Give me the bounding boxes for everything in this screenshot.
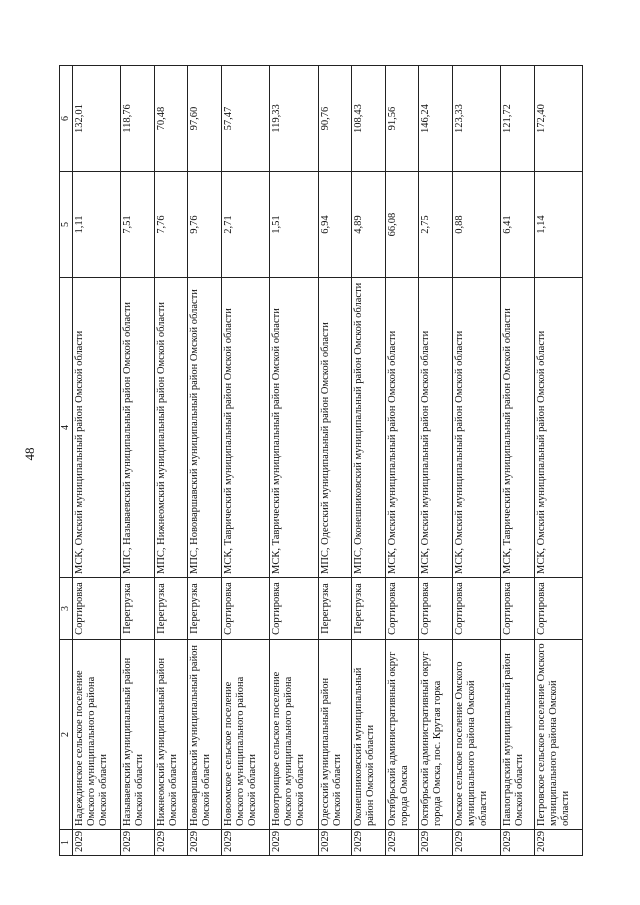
operation-cell: Перегрузка (188, 578, 222, 640)
operation-cell: Перегрузка (318, 578, 352, 640)
value6-cell: 90,76 (318, 66, 352, 172)
settlement-cell: Павлоградский муниципальный район Омской области (501, 640, 535, 830)
settlement-cell: Нововаршавский муниципальный район Омской области (188, 640, 222, 830)
value6-cell: 97,60 (188, 66, 222, 172)
value6-cell: 118,76 (121, 66, 155, 172)
operation-cell: Сортировка (452, 578, 500, 640)
value6-cell: 57,47 (221, 66, 269, 172)
table-container (59, 66, 583, 856)
value5-cell: 6,94 (318, 172, 352, 278)
year-cell: 2029 (534, 830, 582, 856)
station-cell: МПС, Одесский муниципальный район Омской области (318, 278, 352, 578)
value5-cell: 7,51 (121, 172, 155, 278)
operation-cell: Перегрузка (121, 578, 155, 640)
table-row (352, 66, 386, 856)
header-col-1: 1 (60, 830, 73, 856)
table-row (534, 66, 582, 856)
operation-cell: Сортировка (221, 578, 269, 640)
header-col-3: 3 (60, 578, 73, 640)
station-cell: МПС, Нижнеомский муниципальный район Омской области (154, 278, 188, 578)
value6-cell: 70,48 (154, 66, 188, 172)
value6-cell: 172,40 (534, 66, 582, 172)
year-cell: 2029 (419, 830, 453, 856)
table-row (452, 66, 500, 856)
table-row (419, 66, 453, 856)
value6-cell: 123,33 (452, 66, 500, 172)
station-cell: МСК, Омский муниципальный район Омской области (73, 278, 121, 578)
table-row (385, 66, 419, 856)
year-cell: 2029 (452, 830, 500, 856)
operation-cell: Сортировка (270, 578, 318, 640)
data-table (59, 65, 583, 856)
settlement-cell: Омское сельское поселение Омского муниципального района Омской области (452, 640, 500, 830)
year-cell: 2029 (154, 830, 188, 856)
station-cell: МСК, Омский муниципальный район Омской области (419, 278, 453, 578)
year-cell: 2029 (73, 830, 121, 856)
station-cell: МПС, Называевский муниципальный район Омской области (121, 278, 155, 578)
table-row (188, 66, 222, 856)
station-cell: МСК, Таврический муниципальный район Омской области (501, 278, 535, 578)
page-number: 48 (22, 447, 37, 461)
value6-cell: 108,43 (352, 66, 386, 172)
header-col-6: 6 (60, 66, 73, 172)
settlement-cell: Октябрьский административный округ города Омска (385, 640, 419, 830)
value5-cell: 9,76 (188, 172, 222, 278)
station-cell: МПС, Оконешниковский муниципальный район Омской области (352, 278, 386, 578)
year-cell: 2029 (188, 830, 222, 856)
value5-cell: 0,88 (452, 172, 500, 278)
value5-cell: 66,08 (385, 172, 419, 278)
settlement-cell: Новоомское сельское поселение Омского муниципального района Омской области (221, 640, 269, 830)
header-col-4: 4 (60, 278, 73, 578)
settlement-cell: Называевский муниципальный район Омской области (121, 640, 155, 830)
year-cell: 2029 (501, 830, 535, 856)
year-cell: 2029 (385, 830, 419, 856)
table-row (270, 66, 318, 856)
header-row (60, 66, 73, 856)
year-cell: 2029 (352, 830, 386, 856)
table-row (121, 66, 155, 856)
value5-cell: 1,14 (534, 172, 582, 278)
settlement-cell: Одесский муниципальный район Омской области (318, 640, 352, 830)
operation-cell: Перегрузка (154, 578, 188, 640)
station-cell: МСК, Таврический муниципальный район Омской области (270, 278, 318, 578)
value6-cell: 91,56 (385, 66, 419, 172)
operation-cell: Сортировка (501, 578, 535, 640)
value5-cell: 4,89 (352, 172, 386, 278)
operation-cell: Сортировка (419, 578, 453, 640)
value6-cell: 146,24 (419, 66, 453, 172)
station-cell: МСК, Омский муниципальный район Омской области (452, 278, 500, 578)
settlement-cell: Петровское сельское поселение Омского муниципального района Омской области (534, 640, 582, 830)
operation-cell: Сортировка (73, 578, 121, 640)
station-cell: МСК, Таврический муниципальный район Омской области (221, 278, 269, 578)
table-row (154, 66, 188, 856)
settlement-cell: Оконешниковский муниципальный район Омской области (352, 640, 386, 830)
year-cell: 2029 (221, 830, 269, 856)
year-cell: 2029 (121, 830, 155, 856)
value6-cell: 121,72 (501, 66, 535, 172)
station-cell: МПС, Нововаршавский муниципальный район Омской области (188, 278, 222, 578)
value5-cell: 2,71 (221, 172, 269, 278)
year-cell: 2029 (270, 830, 318, 856)
value6-cell: 119,33 (270, 66, 318, 172)
settlement-cell: Нижнеомский муниципальный район Омской области (154, 640, 188, 830)
table-row (73, 66, 121, 856)
value5-cell: 1,51 (270, 172, 318, 278)
value5-cell: 1,11 (73, 172, 121, 278)
settlement-cell: Надеждинское сельское поселение Омского муниципального района Омской области (73, 640, 121, 830)
value6-cell: 132,01 (73, 66, 121, 172)
table-row (221, 66, 269, 856)
settlement-cell: Октябрьский административный округ города Омска, пос. Крутая горка (419, 640, 453, 830)
year-cell: 2029 (318, 830, 352, 856)
header-col-2: 2 (60, 640, 73, 830)
operation-cell: Сортировка (385, 578, 419, 640)
station-cell: МСК, Омский муниципальный район Омской области (534, 278, 582, 578)
operation-cell: Сортировка (534, 578, 582, 640)
table-row (501, 66, 535, 856)
settlement-cell: Новотроицкое сельское поселение Омского муниципального района Омской области (270, 640, 318, 830)
table-row (318, 66, 352, 856)
station-cell: МСК, Омский муниципальный район Омской области (385, 278, 419, 578)
value5-cell: 2,75 (419, 172, 453, 278)
header-col-5: 5 (60, 172, 73, 278)
operation-cell: Перегрузка (352, 578, 386, 640)
value5-cell: 6,41 (501, 172, 535, 278)
value5-cell: 7,76 (154, 172, 188, 278)
